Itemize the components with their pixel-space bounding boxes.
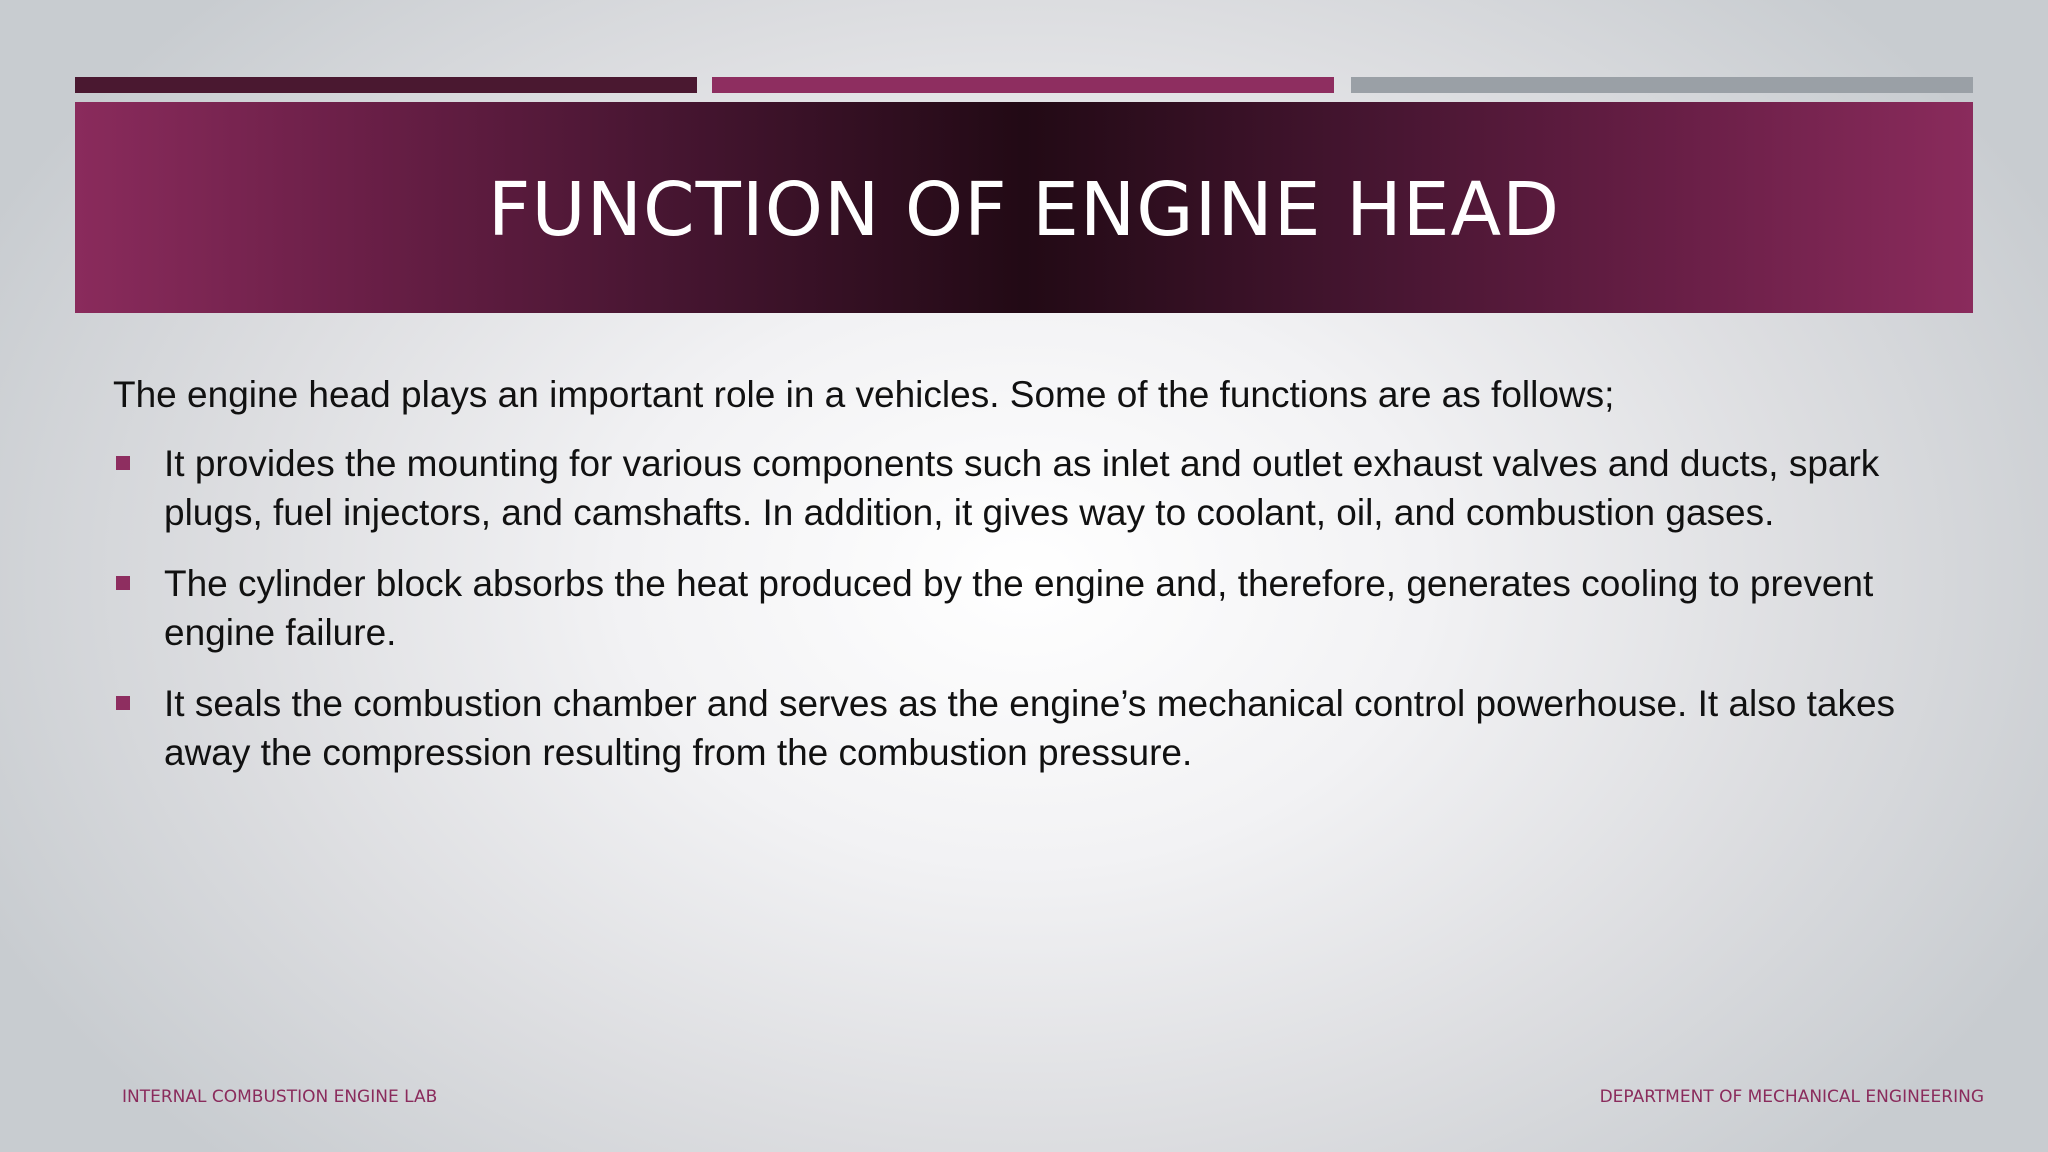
intro-paragraph: The engine head plays an important role in a vehicles. Some of the functions are as follows; [113, 374, 1615, 415]
square-bullet-icon [116, 576, 130, 590]
bullet-item [113, 439, 1943, 537]
square-bullet-icon [116, 456, 130, 470]
slide-title: FUNCTION OF ENGINE HEAD [487, 166, 1561, 253]
bullet-text: It provides the mounting for various components such as inlet and outlet exhaust valves and ducts, spark plugs, fuel injectors, and camshafts. In addition, it gives way to coolant, oil, and combustion gases. [164, 443, 1880, 533]
footer-lab-name: INTERNAL COMBUSTION ENGINE LAB [122, 1087, 438, 1107]
title-banner [75, 102, 1973, 313]
bullet-list [113, 439, 1943, 777]
footer-department-name: DEPARTMENT OF MECHANICAL ENGINEERING [1599, 1087, 1984, 1107]
square-bullet-icon [116, 696, 130, 710]
bullet-text: The cylinder block absorbs the heat produced by the engine and, therefore, generates cooling to prevent engine failure. [164, 563, 1874, 653]
bullet-text: It seals the combustion chamber and serves as the engine’s mechanical control powerhouse. It also takes away the compression resulting from the combustion pressure. [164, 683, 1896, 773]
slide-body [113, 370, 1943, 799]
accent-bar-magenta [712, 77, 1334, 93]
accent-bar-dark [75, 77, 697, 93]
bullet-item [113, 559, 1943, 657]
bullet-item [113, 679, 1943, 777]
accent-bar-gray [1351, 77, 1973, 93]
